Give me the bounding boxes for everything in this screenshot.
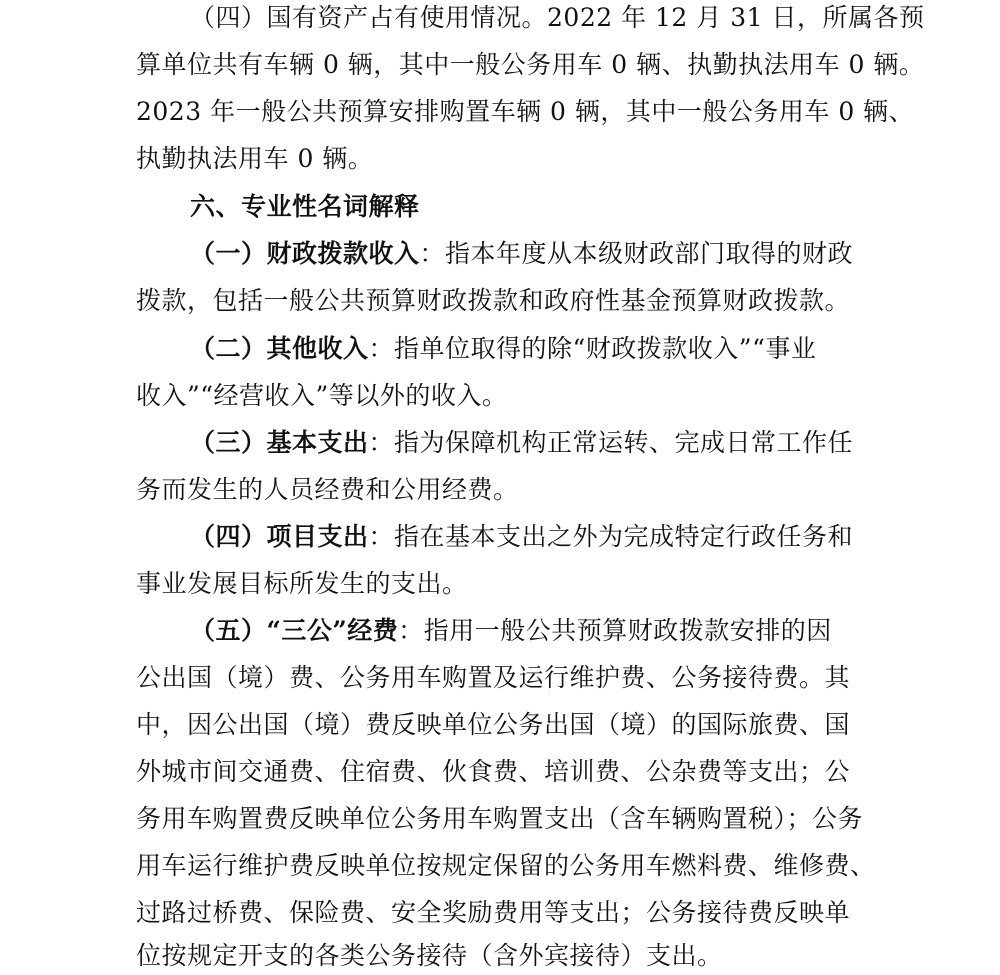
paragraph-line: 2023 年一般公共预算安排购置车辆 0 辆，其中一般公务用车 0 辆、 [136, 97, 915, 126]
paragraph-line: 务用车购置费反映单位公务用车购置支出（含车辆购置税）；公务 [136, 804, 864, 833]
paragraph-line: 执勤执法用车 0 辆。 [136, 144, 374, 173]
paragraph-line: 公出国（境）费、公务用车购置及运行维护费、公务接待费。其 [136, 663, 851, 692]
paragraph-line: 拨款，包括一般公共预算财政拨款和政府性基金预算财政拨款。 [136, 286, 851, 315]
definition-term: （二）其他收入 [190, 334, 369, 363]
paragraph-line: 收入”“经营收入”等以外的收入。 [136, 381, 508, 410]
definition-item [190, 333, 816, 365]
paragraph-line: 用车运行维护费反映单位按规定保留的公务用车燃料费、维修费、 [136, 851, 876, 880]
paragraph-line: 外城市间交通费、住宿费、伙食费、培训费、公杂费等支出；公 [136, 757, 851, 786]
definition-term: （一）财政拨款收入 [190, 239, 420, 268]
definition-item [190, 238, 853, 270]
paragraph-line: 位按规定开支的各类公务接待（含外宾接待）支出。 [136, 941, 723, 970]
definition-text: ：指为保障机构正常运转、完成日常工作任 [368, 428, 854, 457]
definition-item [190, 427, 853, 459]
paragraph-line: 过路过桥费、保险费、安全奖励费用等支出；公务接待费反映单 [136, 898, 851, 927]
definition-text: ：指本年度从本级财政部门取得的财政 [419, 239, 854, 268]
definition-item [190, 521, 853, 553]
paragraph-line: 事业发展目标所发生的支出。 [136, 569, 468, 598]
paragraph-line: 中，因公出国（境）费反映单位公务出国（境）的国际旅费、国 [136, 710, 851, 739]
paragraph-line: 算单位共有车辆 0 辆，其中一般公务用车 0 辆、执勤执法用车 0 辆。 [136, 50, 925, 79]
definition-item [190, 615, 832, 647]
definition-term: （四）项目支出 [190, 522, 369, 551]
definition-term: （五）“三公”经费 [190, 616, 399, 645]
paragraph-line: 务而发生的人员经费和公用经费。 [136, 475, 519, 504]
section-heading: 六、专业性名词解释 [190, 192, 420, 221]
definition-term: （三）基本支出 [190, 428, 369, 457]
definition-text: ：指单位取得的除“财政拨款收入”“事业 [368, 334, 817, 363]
definition-text: ：指用一般公共预算财政拨款安排的因 [398, 616, 832, 645]
definition-text: ：指在基本支出之外为完成特定行政任务和 [368, 522, 854, 551]
paragraph-line: （四）国有资产占有使用情况。2022 年 12 月 31 日，所属各预 [190, 3, 925, 32]
